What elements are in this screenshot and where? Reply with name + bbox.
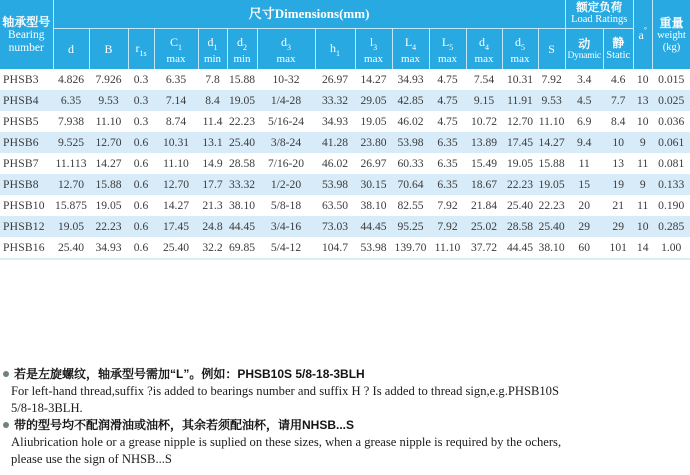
value-cell: 7.7 xyxy=(610,94,626,107)
value-cell: 5/8-18 xyxy=(270,199,302,212)
value-cell: 10-32 xyxy=(272,73,300,86)
value-cell: 9 xyxy=(639,136,646,149)
value-cell: 0.6 xyxy=(133,199,149,212)
value-cell: 12.70 xyxy=(162,178,190,191)
col-header-d3-max: $d_3$ max xyxy=(257,29,315,70)
value-cell: 19.05 xyxy=(506,157,534,170)
bearing-number-cell: PHSB10 xyxy=(3,199,45,212)
value-cell: 14 xyxy=(636,241,649,254)
table-row xyxy=(0,153,690,174)
value-cell: 7.938 xyxy=(57,115,85,128)
col-group-load-ratings xyxy=(565,0,633,29)
col-header-s: S xyxy=(538,29,565,70)
bullet-icon xyxy=(3,371,9,377)
col-header-b: B xyxy=(89,29,128,70)
value-cell: 7.54 xyxy=(473,73,495,86)
value-cell: 6.9 xyxy=(576,115,592,128)
value-cell: 7.92 xyxy=(437,199,458,212)
value-cell: 21.3 xyxy=(202,199,223,212)
value-cell: 0.3 xyxy=(133,94,149,107)
value-cell: 33.32 xyxy=(228,178,256,191)
value-cell: 4.75 xyxy=(437,73,458,86)
note-zh-line xyxy=(2,366,690,383)
note-lubrication xyxy=(2,417,690,468)
value-cell: 4.75 xyxy=(437,94,458,107)
col-header-bearing-number xyxy=(0,0,53,69)
value-cell: 9.4 xyxy=(576,136,592,149)
value-cell: 28.58 xyxy=(228,157,256,170)
value-cell: 9.53 xyxy=(98,94,119,107)
value-cell: 29.05 xyxy=(360,94,387,107)
value-cell: 34.93 xyxy=(321,115,349,128)
value-cell: 11.10 xyxy=(434,241,461,254)
value-cell: 15.88 xyxy=(228,73,256,86)
value-cell: 22.23 xyxy=(95,220,122,233)
value-cell: 17.45 xyxy=(506,136,534,149)
value-cell: 6.35 xyxy=(437,136,458,149)
value-cell: 11.10 xyxy=(163,157,189,170)
value-cell: 4.6 xyxy=(610,73,626,86)
value-cell: 15 xyxy=(578,178,590,191)
value-cell: 12.70 xyxy=(95,136,122,149)
bearing-number-cell: PHSB4 xyxy=(3,94,39,107)
value-cell: 17.45 xyxy=(162,220,190,233)
value-cell: 41.28 xyxy=(321,136,349,149)
value-cell: 11.10 xyxy=(538,115,565,128)
col-header-d5-max: $d_5$ max xyxy=(502,29,538,70)
angle-symbol: a xyxy=(638,27,644,42)
value-cell: 38.10 xyxy=(228,199,256,212)
col-header-d: d xyxy=(53,29,89,70)
value-cell: 11 xyxy=(637,199,649,212)
note-zh-text: 带的型号均不配润滑油或油杯，其余若须配油杯，请用NHSB...S xyxy=(14,418,355,432)
value-cell: 38.10 xyxy=(538,241,565,254)
value-cell: 25.02 xyxy=(470,220,498,233)
value-cell: 4.75 xyxy=(437,115,458,128)
value-cell: 7.92 xyxy=(437,220,458,233)
value-cell: 15.88 xyxy=(95,178,122,191)
bullet-icon xyxy=(3,422,9,428)
value-cell: 7.8 xyxy=(205,73,220,86)
value-cell: 3.4 xyxy=(576,73,592,86)
value-cell: 24.8 xyxy=(202,220,223,233)
note-left-hand-thread xyxy=(2,366,690,417)
value-cell: 26.97 xyxy=(321,73,349,86)
col-header-weight xyxy=(652,0,690,69)
value-cell: 11 xyxy=(637,157,649,170)
value-cell: 9.525 xyxy=(57,136,85,149)
value-cell: 5/16-24 xyxy=(267,115,305,128)
col-header-l5-max: $L_5$ max xyxy=(429,29,466,70)
value-cell: 14.27 xyxy=(95,157,122,170)
value-cell: 11 xyxy=(578,157,590,170)
value-cell: 13.1 xyxy=(202,136,223,149)
value-cell: 37.72 xyxy=(470,241,498,254)
value-cell: 0.133 xyxy=(658,178,685,191)
angle-degree-mark: ° xyxy=(643,25,647,35)
value-cell: 25.40 xyxy=(228,136,256,149)
value-cell: 19.05 xyxy=(538,178,565,191)
value-cell: 53.98 xyxy=(321,178,349,191)
note-en-line: please use the sign of NHSB...S xyxy=(11,452,172,466)
value-cell: 25.40 xyxy=(57,241,85,254)
value-cell: 29 xyxy=(612,220,624,233)
value-cell: 104.7 xyxy=(321,241,349,254)
value-cell: 44.45 xyxy=(360,220,387,233)
value-cell: 14.9 xyxy=(202,157,223,170)
bearing-number-cell: PHSB7 xyxy=(3,157,39,170)
value-cell: 15.875 xyxy=(55,199,87,212)
col-header-d1-min: $d_1$ min xyxy=(198,29,227,70)
table-row xyxy=(0,216,690,237)
note-zh-text: 若是左旋螺纹，轴承型号需加“L”。例如：PHSB10S 5/8-18-3BLH xyxy=(14,367,365,381)
col-group-dimensions: 尺寸Dimensions(mm) xyxy=(53,0,565,29)
value-cell: 8.74 xyxy=(165,115,187,128)
value-cell: 19 xyxy=(612,178,624,191)
col-header-c1-max: $C_1$ max xyxy=(154,29,198,70)
load-ratings-label-en: Load Ratings xyxy=(571,14,628,26)
value-cell: 34.93 xyxy=(397,73,424,86)
value-cell: 0.6 xyxy=(133,220,149,233)
value-cell: 0.6 xyxy=(133,178,149,191)
value-cell: 0.036 xyxy=(658,115,685,128)
value-cell: 25.40 xyxy=(162,241,190,254)
value-cell: 6.35 xyxy=(165,73,187,86)
value-cell: 53.98 xyxy=(360,241,387,254)
value-cell: 8.4 xyxy=(610,115,626,128)
value-cell: 23.80 xyxy=(360,136,387,149)
value-cell: 22.23 xyxy=(538,199,565,212)
value-cell: 139.70 xyxy=(394,241,427,254)
value-cell: 46.02 xyxy=(321,157,349,170)
note-en-line: 5/8-18-3BLH. xyxy=(11,401,83,415)
value-cell: 19.05 xyxy=(360,115,387,128)
table-header xyxy=(0,0,690,69)
table-row xyxy=(0,111,690,132)
value-cell: 20 xyxy=(578,199,590,212)
value-cell: 10 xyxy=(636,220,649,233)
value-cell: 70.64 xyxy=(397,178,424,191)
value-cell: 25.40 xyxy=(538,220,565,233)
value-cell: 7/16-20 xyxy=(267,157,305,170)
value-cell: 10.31 xyxy=(506,73,534,86)
value-cell: 1/4-28 xyxy=(270,94,302,107)
value-cell: 3/4-16 xyxy=(270,220,302,233)
value-cell: 42.85 xyxy=(397,94,424,107)
value-cell: 7.926 xyxy=(95,73,122,86)
value-cell: 10 xyxy=(636,73,649,86)
table-row xyxy=(0,69,690,90)
col-header-dynamic: 动 Dynamic xyxy=(565,29,603,70)
value-cell: 11.91 xyxy=(507,94,533,107)
value-cell: 11.4 xyxy=(202,115,223,128)
value-cell: 22.23 xyxy=(228,115,256,128)
value-cell: 5/4-12 xyxy=(270,241,302,254)
bearing-number-label-en1: Bearing xyxy=(8,29,45,41)
value-cell: 82.55 xyxy=(397,199,424,212)
value-cell: 6.35 xyxy=(437,157,458,170)
value-cell: 4.5 xyxy=(576,94,592,107)
value-cell: 11.113 xyxy=(55,157,87,170)
value-cell: 7.14 xyxy=(165,94,187,107)
note-en-line: Aliubrication hole or a grease nipple is suplied on these sizes, when a grease nipple is required by the ochers, xyxy=(11,435,562,449)
col-header-angle xyxy=(633,0,652,69)
value-cell: 3/8-24 xyxy=(270,136,302,149)
value-cell: 10 xyxy=(612,136,624,149)
value-cell: 13.89 xyxy=(470,136,498,149)
value-cell: 18.67 xyxy=(470,178,498,191)
value-cell: 10.72 xyxy=(470,115,498,128)
value-cell: 0.285 xyxy=(658,220,685,233)
value-cell: 19.05 xyxy=(57,220,85,233)
bearing-number-cell: PHSB16 xyxy=(3,241,45,254)
col-header-static: 静 Static xyxy=(603,29,633,70)
value-cell: 14.27 xyxy=(360,73,387,86)
col-header-l3-max: $l_3$ max xyxy=(355,29,392,70)
value-cell: 73.03 xyxy=(321,220,349,233)
value-cell: 0.190 xyxy=(658,199,685,212)
notes-section xyxy=(0,366,690,468)
value-cell: 7.92 xyxy=(541,73,562,86)
table-row xyxy=(0,195,690,216)
value-cell: 101 xyxy=(609,241,627,254)
value-cell: 10.31 xyxy=(162,136,190,149)
value-cell: 1/2-20 xyxy=(270,178,302,191)
note-en-line: For left-hand thread,suffix ?is added to bearings number and suffix H ? Is added to thread sign,e.g.PHSB10S xyxy=(11,384,559,398)
value-cell: 38.10 xyxy=(360,199,387,212)
value-cell: 60.33 xyxy=(397,157,424,170)
value-cell: 22.23 xyxy=(506,178,534,191)
value-cell: 69.85 xyxy=(228,241,256,254)
value-cell: 10 xyxy=(636,115,649,128)
value-cell: 46.02 xyxy=(397,115,424,128)
bearing-number-cell: PHSB12 xyxy=(3,220,45,233)
value-cell: 15.88 xyxy=(538,157,565,170)
table-row xyxy=(0,237,690,259)
table-row xyxy=(0,132,690,153)
header-group-row xyxy=(0,0,690,29)
bearing-number-label-en2: number xyxy=(8,41,44,54)
value-cell: 6.35 xyxy=(437,178,458,191)
value-cell: 9 xyxy=(639,178,646,191)
value-cell: 0.3 xyxy=(133,115,149,128)
col-header-h1: $h_1$ xyxy=(315,29,355,70)
value-cell: 19.05 xyxy=(95,199,122,212)
value-cell: 19.05 xyxy=(228,94,256,107)
col-header-r1s: $r_{1s}$ xyxy=(128,29,154,70)
note-zh-line xyxy=(2,417,690,434)
value-cell: 0.3 xyxy=(133,73,149,86)
value-cell: 14.27 xyxy=(538,136,565,149)
value-cell: 95.25 xyxy=(397,220,424,233)
value-cell: 25.40 xyxy=(506,199,534,212)
value-cell: 34.93 xyxy=(95,241,122,254)
table-row xyxy=(0,90,690,111)
table-row xyxy=(0,174,690,195)
value-cell: 8.4 xyxy=(205,94,220,107)
load-ratings-label-zh: 额定负荷 xyxy=(576,1,623,14)
table-body xyxy=(0,69,690,259)
value-cell: 4.826 xyxy=(57,73,85,86)
header-sub-row xyxy=(0,29,690,70)
bearing-number-cell: PHSB5 xyxy=(3,115,39,128)
value-cell: 0.6 xyxy=(133,157,149,170)
value-cell: 9.15 xyxy=(473,94,495,107)
bearing-number-label-zh: 轴承型号 xyxy=(2,15,51,29)
value-cell: 13 xyxy=(636,94,649,107)
value-cell: 44.45 xyxy=(506,241,534,254)
value-cell: 9.53 xyxy=(541,94,562,107)
value-cell: 14.27 xyxy=(162,199,190,212)
value-cell: 11.10 xyxy=(95,115,122,128)
value-cell: 0.015 xyxy=(658,73,685,86)
bearing-number-cell: PHSB6 xyxy=(3,136,39,149)
value-cell: 0.6 xyxy=(133,136,149,149)
col-header-d2-min: $d_2$ min xyxy=(227,29,257,70)
bearing-number-cell: PHSB8 xyxy=(3,178,39,191)
value-cell: 44.45 xyxy=(228,220,256,233)
value-cell: 29 xyxy=(578,220,590,233)
weight-label-en: weight xyxy=(657,29,686,41)
value-cell: 21 xyxy=(612,199,624,212)
value-cell: 17.7 xyxy=(202,178,223,191)
value-cell: 0.081 xyxy=(658,157,685,170)
value-cell: 15.49 xyxy=(470,157,498,170)
value-cell: 53.98 xyxy=(397,136,424,149)
value-cell: 0.061 xyxy=(658,136,685,149)
value-cell: 60 xyxy=(578,241,590,254)
bearing-number-cell: PHSB3 xyxy=(3,73,39,86)
value-cell: 0.6 xyxy=(133,241,149,254)
value-cell: 12.70 xyxy=(506,115,534,128)
value-cell: 26.97 xyxy=(360,157,387,170)
value-cell: 63.50 xyxy=(321,199,349,212)
col-header-l4-max: $L_4$ max xyxy=(392,29,429,70)
value-cell: 32.2 xyxy=(202,241,223,254)
value-cell: 0.025 xyxy=(658,94,685,107)
value-cell: 12.70 xyxy=(57,178,85,191)
weight-label-unit: (kg) xyxy=(662,41,681,53)
col-header-d4-max: $d_4$ max xyxy=(466,29,502,70)
value-cell: 30.15 xyxy=(360,178,387,191)
weight-label-zh: 重量 xyxy=(659,15,684,30)
value-cell: 6.35 xyxy=(60,94,82,107)
value-cell: 21.84 xyxy=(470,199,498,212)
value-cell: 33.32 xyxy=(321,94,349,107)
value-cell: 13 xyxy=(612,157,624,170)
value-cell: 28.58 xyxy=(506,220,534,233)
value-cell: 1.00 xyxy=(661,241,682,254)
